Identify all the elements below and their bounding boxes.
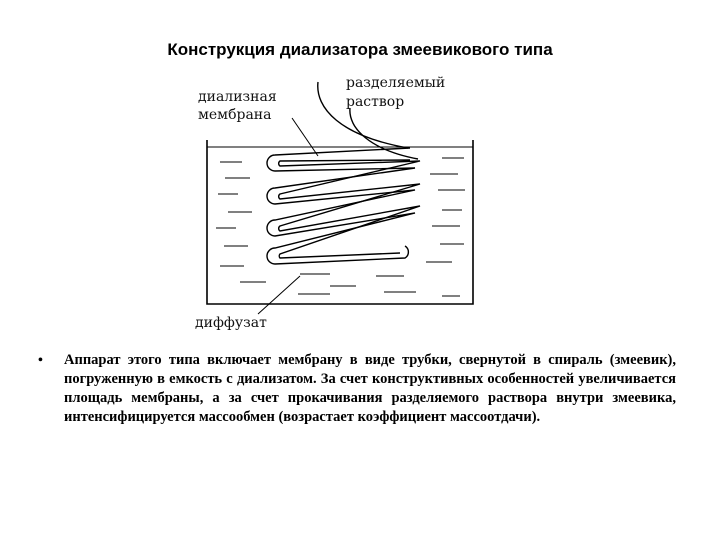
coil-tube-inner [279,160,420,258]
tank-vessel [207,140,473,304]
slide-title: Конструкция диализатора змеевикового типа [167,40,553,59]
inlet-tube-right [350,108,418,159]
solution-label-line2: раствор [346,94,405,110]
bullet-symbol: • [38,353,43,368]
inlet-tube-left [318,82,408,148]
membrane-pointer [292,118,318,156]
diffusate-label: диффузат [195,315,267,331]
solution-label-line1: разделяемый [346,75,446,91]
membrane-label-line2: мембрана [198,107,272,123]
membrane-label-line1: диализная [198,89,277,105]
bullet-item [38,351,676,427]
bullet-text: Аппарат этого типа включает мембрану в виде трубки, свернутой в спираль (змеевик), погруженную в емкость с диализатом. За счет конструктивных особенностей увеличивается площадь мембраны, а за счет прокачивания разделяемого раствора внутри змеевика, интенсифицируется массообмен (возрастает коэффициент массоотдачи). [64,352,676,425]
coil-dialyzer-diagram [180,68,500,340]
